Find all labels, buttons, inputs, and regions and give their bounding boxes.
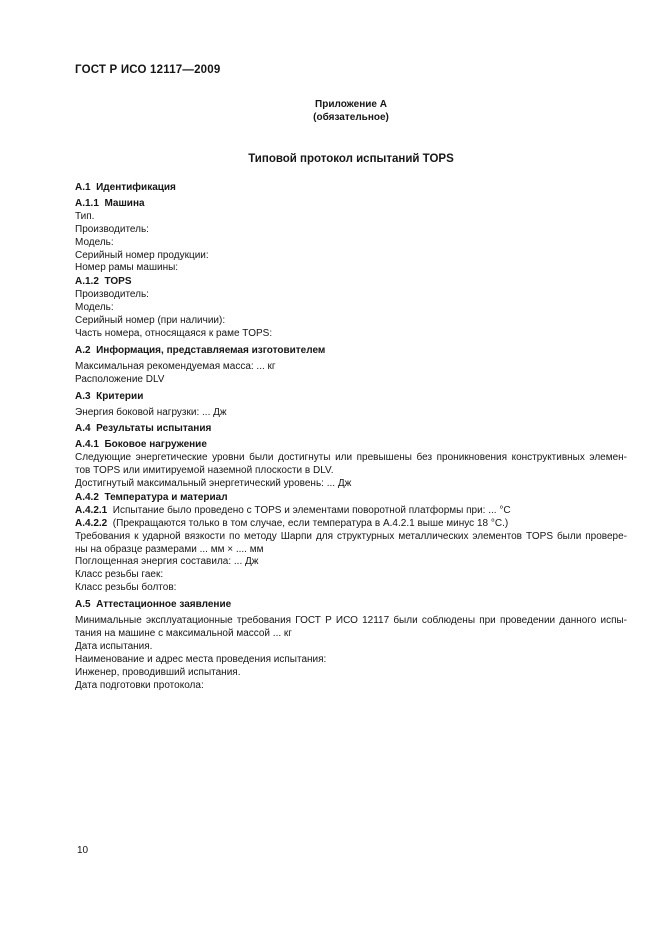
doc-line: Класс резьбы гаек: <box>75 569 164 581</box>
doc-line: тов TOPS или имитируемой наземной плоскости в DLV. <box>75 465 334 477</box>
section-heading: А.3 Критерии <box>75 390 144 402</box>
document-body <box>75 178 627 693</box>
annex-type: (обязательное) <box>313 111 389 123</box>
doc-line: Часть номера, относящаяся к раме TOPS: <box>75 327 273 339</box>
annex-label: Приложение А <box>315 99 387 110</box>
doc-line: Расположение DLV <box>75 373 165 385</box>
doc-line: Поглощенная энергия составила: ... Дж <box>75 556 259 568</box>
clause-number: А.4.2.1 <box>75 504 108 516</box>
section-heading: А.1 Идентификация <box>75 182 176 193</box>
doc-line: Инженер, проводивший испытания. <box>75 666 241 678</box>
doc-line <box>75 505 627 518</box>
annex-block <box>75 99 627 124</box>
subsection-heading: А.4.2 Температура и материал <box>75 491 228 503</box>
doc-line: Серийный номер продукции: <box>75 249 209 261</box>
standard-number-header: ГОСТ Р ИСО 12117—2009 <box>75 64 221 76</box>
doc-line: Модель: <box>75 236 114 248</box>
doc-line: Наименование и адрес места проведения испытания: <box>75 653 327 665</box>
section-heading: А.2 Информация, представляемая изготовителем <box>75 344 326 356</box>
doc-line: Тип. <box>75 210 95 222</box>
doc-line <box>75 518 627 531</box>
doc-line: Энергия боковой нагрузки: ... Дж <box>75 406 227 418</box>
doc-line: Модель: <box>75 302 114 314</box>
doc-line: Максимальная рекомендуемая масса: ... кг <box>75 360 276 372</box>
doc-line: Производитель: <box>75 289 149 301</box>
section-heading: А.5 Аттестационное заявление <box>75 599 232 611</box>
doc-line: Дата испытания. <box>75 640 153 652</box>
doc-line: Серийный номер (при наличии): <box>75 315 226 327</box>
clause-number: А.4.2.2 <box>75 517 108 529</box>
document-title: Типовой протокол испытаний TOPS <box>248 153 454 165</box>
doc-line: Достигнутый максимальный энергетический уровень: ... Дж <box>75 478 352 490</box>
subsection-heading: А.4.1 Боковое нагружение <box>75 439 207 451</box>
doc-line: Минимальные эксплуатационные требования ГОСТ Р ИСО 12117 были соблюдены при проведении данного испы- <box>75 615 627 627</box>
section-heading: А.4 Результаты испытания <box>75 423 212 435</box>
doc-line: Номер рамы машины: <box>75 262 179 274</box>
doc-line: Требования к ударной вязкости по методу Шарпи для структурных металлических элементов TOPS были провере- <box>75 530 627 542</box>
clause-text: Испытание было проведено с TOPS и элементами поворотной платформы при: ... °С <box>107 504 511 516</box>
doc-line: Следующие энергетические уровни были достигнуты или превышены без проникновения конструктивных элемен- <box>75 452 627 464</box>
clause-text: (Прекращаются только в том случае, если температура в А.4.2.1 выше минус 18 °С.) <box>107 517 509 529</box>
subsection-heading: А.1.2 TOPS <box>75 276 132 288</box>
subsection-heading: А.1.1 Машина <box>75 197 145 209</box>
doc-line: Дата подготовки протокола: <box>75 679 204 691</box>
doc-line: Класс резьбы болтов: <box>75 582 177 594</box>
doc-line: ны на образце размерами ... мм × .... мм <box>75 543 264 555</box>
page-number: 10 <box>77 845 89 856</box>
doc-line: тания на машине с максимальной массой ... кг <box>75 628 292 639</box>
doc-line: Производитель: <box>75 223 149 235</box>
